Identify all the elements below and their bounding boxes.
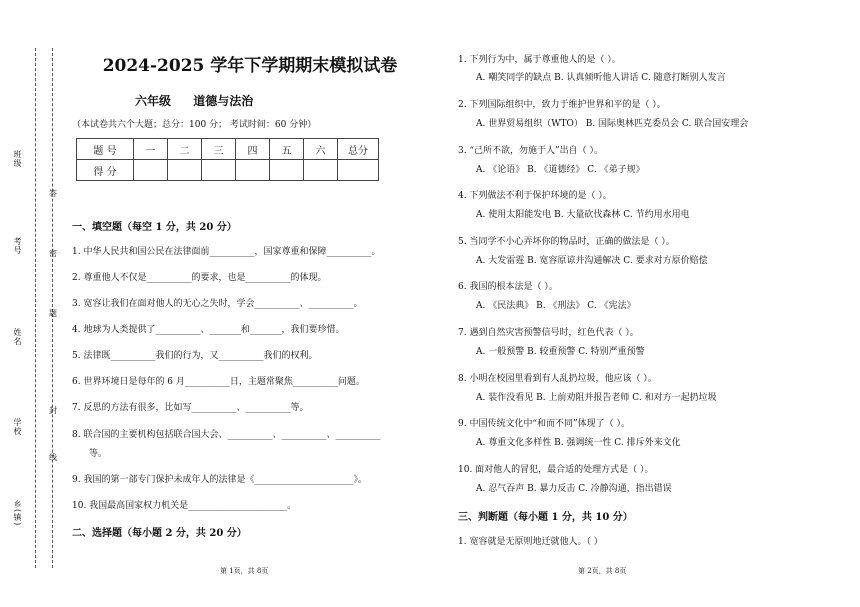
fill-question-6: 6. 世界环境日是每年的 6 月__________日，主题常聚焦__________问题。 bbox=[72, 377, 365, 387]
score-header-cell: 五 bbox=[270, 139, 304, 160]
page-footer-left: 第 1页，共 8页 bbox=[220, 567, 269, 575]
margin-field-township: 乡(镇) bbox=[13, 500, 22, 527]
exam-title: 2024-2025 学年下学期期末模拟试卷 bbox=[102, 56, 398, 76]
score-header-cell: 总分 bbox=[338, 139, 379, 160]
choice-question-1: 1. 下列行为中，属于尊重他人的是（ ）。 bbox=[458, 55, 621, 65]
margin-field-school: 学校 bbox=[13, 418, 22, 436]
margin-field-exam-number: 考号 bbox=[13, 237, 22, 255]
choice-question-3: 3. “己所不欲，勿施于人”出自（ ）。 bbox=[458, 146, 604, 156]
margin-field-name: 姓名 bbox=[13, 328, 22, 346]
seal-char-2: 密 bbox=[49, 249, 57, 258]
choice-question-8: 8. 小明在校园里看到有人乱扔垃圾，他应该（ ）。 bbox=[458, 374, 657, 384]
choice-options-4: A. 使用太阳能发电 B. 大量砍伐森林 C. 节约用水用电 bbox=[476, 210, 690, 220]
choice-question-4: 4. 下列做法不利于保护环境的是（ ）。 bbox=[458, 191, 612, 201]
subject-label: 道德与法治 bbox=[193, 94, 254, 108]
choice-options-3: A. 《论语》 B. 《道德经》 C. 《弟子规》 bbox=[476, 165, 645, 175]
score-header-cell: 四 bbox=[236, 139, 270, 160]
choice-options-5: A. 大发雷霆 B. 宽容原谅并沟通解决 C. 要求对方原价赔偿 bbox=[476, 256, 708, 266]
fill-question-4: 4. 地球为人类提供了__________、_______和_______，我们要珍惜。 bbox=[72, 325, 345, 335]
margin-field-class: 班级 bbox=[13, 150, 22, 168]
choice-options-2: A. 世界贸易组织（WTO） B. 国际奥林匹克委员会 C. 联合国安理会 bbox=[476, 119, 749, 129]
score-cell[interactable] bbox=[304, 160, 338, 181]
score-header-cell: 一 bbox=[134, 139, 168, 160]
score-row-label: 得 分 bbox=[77, 160, 134, 181]
fill-question-1: 1. 中华人民共和国公民在法律面前__________，国家尊重和保障__________。 bbox=[72, 247, 381, 257]
section1-heading: 一、填空题（每空 1 分，共 20 分） bbox=[72, 222, 237, 233]
score-cell[interactable] bbox=[168, 160, 202, 181]
score-cell[interactable] bbox=[202, 160, 236, 181]
score-cell[interactable] bbox=[134, 160, 168, 181]
choice-options-10: A. 忍气吞声 B. 暴力反击 C. 冷静沟通，指出错误 bbox=[476, 484, 672, 494]
choice-question-7: 7. 遇到自然灾害预警信号时，红色代表（ ）。 bbox=[458, 328, 639, 338]
tf-question-1: 1. 宽容就是无原则地迁就他人。（ ） bbox=[458, 537, 603, 547]
choice-options-1: A. 嘲笑同学的缺点 B. 认真倾听他人讲话 C. 随意打断别人发言 bbox=[476, 73, 726, 83]
grade-subject bbox=[135, 92, 271, 109]
choice-question-10: 10. 面对他人的冒犯，最合适的处理方式是（ ）。 bbox=[458, 465, 654, 475]
choice-options-9: A. 尊重文化多样性 B. 强调统一性 C. 排斥外来文化 bbox=[476, 438, 681, 448]
score-table bbox=[76, 138, 379, 181]
seal-char-3: 题 bbox=[49, 309, 57, 318]
score-header-cell: 三 bbox=[202, 139, 236, 160]
binding-line-outer bbox=[35, 48, 36, 568]
seal-char-1: 答 bbox=[49, 189, 57, 198]
score-cell[interactable] bbox=[236, 160, 270, 181]
fill-question-2: 2. 尊重他人不仅是__________的要求，也是__________的体现。 bbox=[72, 273, 327, 283]
grade-label: 六年级 bbox=[135, 94, 172, 108]
fill-question-8-cont: 等。 bbox=[89, 449, 108, 459]
fill-question-7: 7. 反思的方法有很多，比如写__________、__________等。 bbox=[72, 403, 309, 413]
choice-options-7: A. 一般预警 B. 较重预警 C. 特别严重预警 bbox=[476, 347, 645, 357]
exam-note: （本试卷共六个大题；总分：100 分； 考试时间：60 分钟） bbox=[72, 120, 317, 130]
seal-char-4: 封 bbox=[49, 406, 57, 415]
choice-question-9: 9. 中国传统文化中“和而不同”体现了（ ）。 bbox=[458, 419, 631, 429]
score-header-cell: 题 号 bbox=[77, 139, 134, 160]
choice-options-6: A. 《民法典》 B. 《刑法》 C. 《宪法》 bbox=[476, 301, 636, 311]
choice-options-8: A. 装作没看见 B. 上前劝阻并报告老师 C. 和对方一起扔垃圾 bbox=[476, 393, 717, 403]
score-header-cell: 二 bbox=[168, 139, 202, 160]
fill-question-3: 3. 宽容让我们在面对他人的无心之失时，学会__________、__________。 bbox=[72, 299, 363, 309]
section2-heading: 二、选择题（每小题 2 分，共 20 分） bbox=[72, 528, 247, 539]
page-footer-right: 第 2页，共 8页 bbox=[578, 567, 627, 575]
fill-question-10: 10. 我国最高国家权力机关是______________________。 bbox=[72, 501, 297, 511]
score-table-score-row bbox=[77, 160, 379, 181]
choice-question-2: 2. 下列国际组织中，致力于维护世界和平的是（ ）。 bbox=[458, 100, 666, 110]
score-header-cell: 六 bbox=[304, 139, 338, 160]
seal-char-5: 线 bbox=[49, 453, 57, 462]
fill-question-9: 9. 我国的第一部专门保护未成年人的法律是《______________________》。 bbox=[72, 475, 367, 485]
choice-question-6: 6. 我国的根本法是（ ）。 bbox=[458, 282, 558, 292]
score-cell[interactable] bbox=[270, 160, 304, 181]
fill-question-8: 8. 联合国的主要机构包括联合国大会、__________、__________、__________ bbox=[72, 430, 381, 440]
section3-heading: 三、判断题（每小题 1 分，共 10 分） bbox=[458, 512, 633, 523]
score-cell[interactable] bbox=[338, 160, 379, 181]
fill-question-5: 5. 法律既__________我们的行为，又__________我们的权利。 bbox=[72, 351, 318, 361]
score-table-header-row bbox=[77, 139, 379, 160]
choice-question-5: 5. 当同学不小心弄坏你的物品时，正确的做法是（ ）。 bbox=[458, 237, 675, 247]
